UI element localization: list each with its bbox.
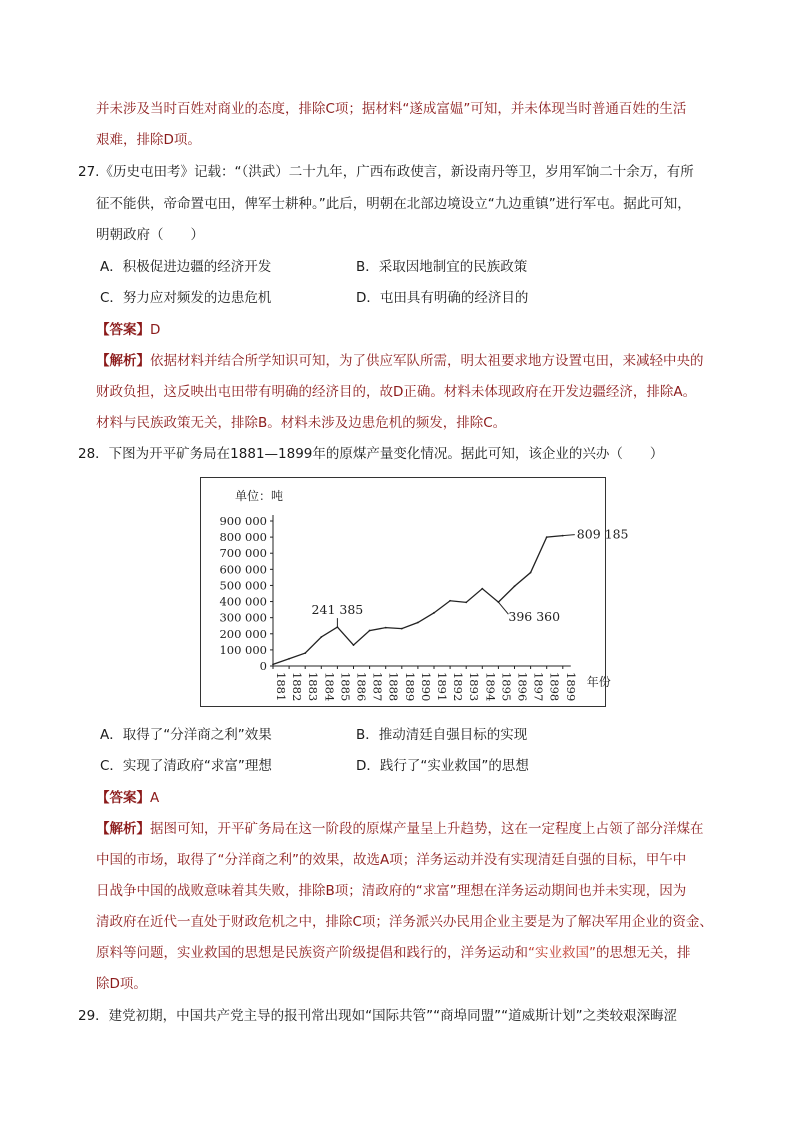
y-tick-label: 200 000 [219,626,267,641]
highlighted-phrase: “实业救国” [528,945,596,961]
y-tick-label: 500 000 [219,578,267,593]
x-tick-label: 1898 [547,672,562,702]
q28-option-c: C．实现了清政府“求富”理想 [100,758,272,774]
answer-value: D [150,322,161,338]
coal-output-chart-svg [201,478,629,706]
x-tick-label: 1891 [435,672,449,702]
q27-analysis-line-2: 财政负担，这反映出屯田带有明确的经济目的，故D正确。材料未体现政府在开发边疆经济，排除A。 [96,384,697,400]
x-tick-label: 1893 [467,672,482,702]
data-point [353,644,355,646]
analysis-text: 原料等问题，实业救国的思想是民族资产阶级提倡和践行的，洋务运动和 [96,945,528,961]
q28-option-b: B．推动清廷自强目标的实现 [356,727,528,743]
x-tick-label: 1897 [531,672,546,702]
q27-stem-line-2: 征不能供，帝命置屯田，俾军士耕种。”此后，明朝在北部边境设立“九边重镇”进行军屯。据此可知， [96,196,691,212]
y-tick-label: 300 000 [219,610,267,625]
q28-analysis-line-2: 中国的市场，取得了“分洋商之利”的效果，故选A项；洋务运动并没有实现清廷自强的目标，甲午中 [96,852,687,868]
analysis-text: 的思想无关，排 [596,945,691,961]
answer-tag: 【答案】 [96,322,150,338]
data-point [320,636,322,638]
answer-tag: 【答案】 [96,790,150,806]
answer-value: A [150,790,160,806]
x-tick-label: 1881 [274,672,288,702]
q28-analysis-line-4: 清政府在近代一直处于财政危机之中，排除C项；洋务派兴办民用企业主要是为了解决军用企业的资金、 [96,914,713,930]
q27-answer [96,320,160,340]
x-tick-label: 1892 [451,672,466,702]
data-point [546,536,548,538]
q27-option-a: A．积极促进边疆的经济开发 [100,259,272,275]
q27-analysis-line-3: 材料与民族政策无关，排除B。材料未涉及边患危机的频发，排除C。 [96,415,507,431]
q28-analysis-line-5 [96,943,691,963]
data-point [417,622,419,624]
q27-stem-line-3: 明朝政府（ ） [96,227,204,243]
y-tick-label: 900 000 [219,514,267,528]
prev-analysis-line-2: 艰难，排除D项。 [96,132,201,148]
q28-option-a: A．取得了“分洋商之利”效果 [100,727,272,743]
data-point [385,627,387,629]
analysis-text: 依据材料并结合所学知识可知，为了供应军队所需，明太祖要求地方设置屯田，来减轻中央的 [150,353,704,369]
data-point [304,652,306,654]
annotation-leader [498,602,508,614]
x-tick-label: 1883 [306,672,321,702]
data-point [433,612,435,614]
q28-analysis-line-3: 日战争中国的战败意味着其失败，排除B项；清政府的“求富”理想在洋务运动期间也并未实现，因为 [96,883,687,899]
annotation-label: 241 385 [311,602,364,618]
unit-label: 单位：吨 [235,489,284,503]
q27-stem-line-1: 27.《历史屯田考》记载：“（洪武）二十九年，广西布政使言，新设南丹等卫，岁用军饷二十余万，有所 [78,164,694,180]
y-tick-label: 700 000 [219,546,267,561]
q28-analysis-line-6: 除D项。 [96,976,147,992]
x-tick-label: 1884 [322,672,337,702]
x-tick-label: 1885 [338,672,353,702]
analysis-tag: 【解析】 [96,821,150,837]
x-axis-label: 年份 [586,675,611,689]
q27-option-d: D．屯田具有明确的经济目的 [356,290,529,306]
x-tick-label: 1889 [402,672,417,702]
q28-analysis-line-1 [96,819,704,839]
q28-option-d: D．践行了“实业救国”的思想 [356,758,529,774]
data-point [288,658,290,660]
q28-answer [96,788,159,808]
analysis-text: 据图可知，开平矿务局在这一阶段的原煤产量呈上升趋势，这在一定程度上占领了部分洋煤在 [150,821,704,837]
data-point [465,601,467,603]
series-line [273,536,563,665]
x-tick-label: 1888 [386,672,401,702]
x-tick-label: 1890 [418,672,433,702]
x-tick-label: 1894 [483,672,498,702]
y-tick-label: 800 000 [219,530,267,545]
x-tick-label: 1895 [499,672,514,702]
q27-analysis-line-1 [96,351,704,371]
y-tick-label: 600 000 [219,562,267,577]
x-tick-label: 1896 [515,672,530,702]
data-point [449,600,451,602]
q28-stem: 28．下图为开平矿务局在1881—1899年的原煤产量变化情况。据此可知，该企业的兴办（ ） [78,446,664,462]
data-point [530,572,532,574]
data-point [514,585,516,587]
x-tick-label: 1887 [370,672,385,702]
analysis-tag: 【解析】 [96,353,150,369]
data-point [481,588,483,590]
data-point [369,630,371,632]
q29-stem-line-1: 29．建党初期，中国共产党主导的报刊常出现如“国际共管”“商埠同盟”“道威斯计划”之类较艰深晦涩 [78,1008,678,1024]
prev-analysis-line-1: 并未涉及当时百姓对商业的态度，排除C项；据材料“遂成富媪”可知，并未体现当时普通百姓的生活 [96,101,687,117]
data-point [272,663,274,665]
x-tick-label: 1899 [563,672,578,702]
y-tick-label: 100 000 [219,642,267,657]
annotation-label: 809 185 [576,526,629,542]
annotation-leader [563,535,575,536]
q27-option-c: C．努力应对频发的边患危机 [100,290,272,306]
annotation-label: 396 360 [508,609,561,625]
x-tick-label: 1886 [354,672,369,702]
coal-output-chart [200,477,629,707]
q27-option-b: B．采取因地制宜的民族政策 [356,259,528,275]
data-point [401,628,403,630]
y-tick-label: 400 000 [219,594,267,609]
x-tick-label: 1882 [290,672,305,702]
y-tick-label: 0 [259,659,267,673]
